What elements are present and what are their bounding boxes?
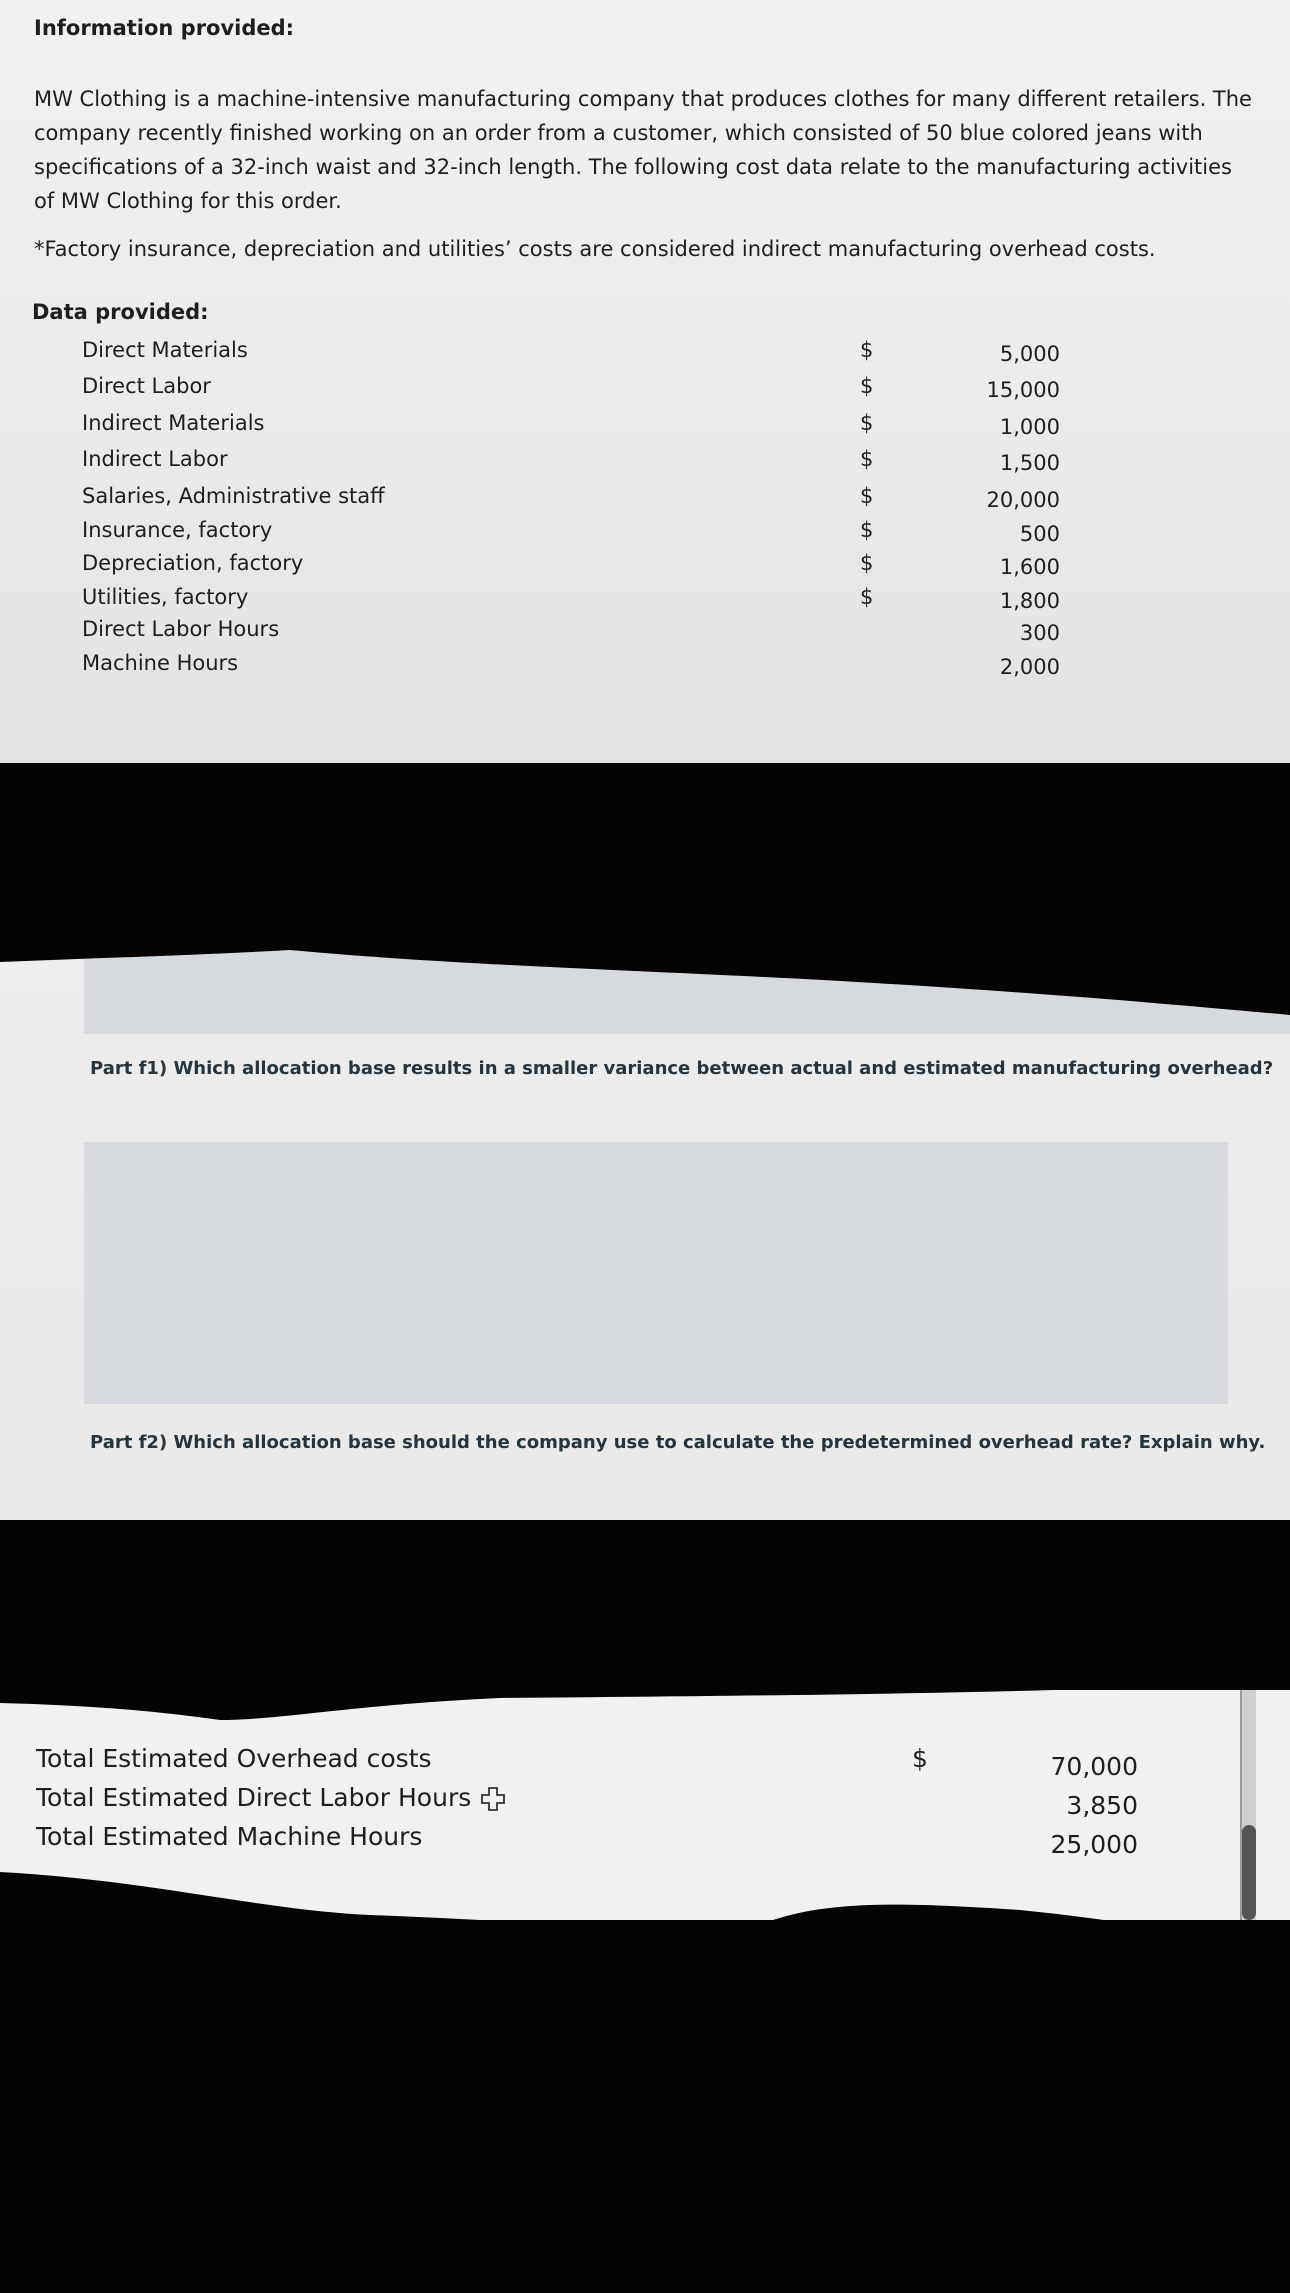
data-label: Machine Hours [82,651,239,675]
data-value: 300 [1019,621,1060,645]
data-label: Direct Labor [82,374,211,398]
data-row [0,617,1290,649]
info-paragraph: MW Clothing is a machine-intensive manufacturing company that produces clothes for many different retailers. The company recently finished working on an order from a customer, which consisted of 50 blue colored jeans with specifications of a 32-inch waist and 32-inch length. The following cost data relate to the manufacturing activities of MW Clothing for this order. [34,87,1252,213]
data-row [0,651,1290,683]
currency-symbol: $ [860,374,874,398]
questions-panel [0,950,1290,1528]
answer-box-f1[interactable] [84,1142,1228,1404]
totals-label-wrap [36,1783,507,1813]
question-f2: Part f2) Which allocation base should the company use to calculate the predetermined overhead rate? Explain why. [90,1432,1266,1453]
currency-symbol: $ [860,411,874,435]
data-value: 15,000 [986,378,1060,402]
data-value: 5,000 [999,342,1060,366]
data-row [0,585,1290,617]
data-value: 2,000 [999,655,1060,679]
totals-row [0,1822,1290,1862]
currency-symbol: $ [912,1744,928,1773]
data-label: Utilities, factory [82,585,249,609]
currency-symbol: $ [860,447,874,471]
totals-row [0,1783,1290,1823]
currency-symbol: $ [860,338,874,362]
currency-symbol: $ [860,518,874,542]
totals-value: 70,000 [1050,1752,1138,1781]
data-row [0,484,1290,516]
plus-icon[interactable] [479,1785,507,1813]
totals-row [0,1744,1290,1784]
data-heading: Data provided: [32,300,209,324]
question-f1: Part f1) Which allocation base results in a smaller variance between actual and estimated manufacturing overhead? [90,1058,1274,1079]
data-value: 1,600 [999,555,1060,579]
data-value: 500 [1019,522,1060,546]
data-value: 20,000 [986,488,1060,512]
data-label: Depreciation, factory [82,551,304,575]
data-row [0,374,1290,406]
totals-label: Total Estimated Direct Labor Hours [36,1783,472,1812]
info-heading: Information provided: [34,16,295,40]
data-row [0,411,1290,443]
currency-symbol: $ [860,484,874,508]
redaction-edge-mid [0,1520,1290,1720]
currency-symbol: $ [860,551,874,575]
totals-label: Total Estimated Overhead costs [36,1744,432,1773]
data-row [0,447,1290,479]
data-label: Insurance, factory [82,518,273,542]
data-label: Direct Labor Hours [82,617,280,641]
currency-symbol: $ [860,585,874,609]
data-label: Indirect Labor [82,447,228,471]
data-label: Indirect Materials [82,411,265,435]
data-value: 1,800 [999,589,1060,613]
redaction-edge-top [0,940,1290,1030]
data-value: 1,000 [999,415,1060,439]
redaction-edge-bottom [0,1860,1290,2293]
totals-value: 3,850 [1066,1791,1138,1820]
data-label: Salaries, Administrative staff [82,484,385,508]
totals-value: 25,000 [1050,1830,1138,1859]
info-panel [0,0,1290,763]
info-note: *Factory insurance, depreciation and utilities’ costs are considered indirect manufacturing overhead costs. [34,237,1156,261]
data-row [0,338,1290,370]
data-row [0,518,1290,550]
data-value: 1,500 [999,451,1060,475]
totals-label: Total Estimated Machine Hours [36,1822,423,1851]
data-row [0,551,1290,583]
data-label: Direct Materials [82,338,248,362]
